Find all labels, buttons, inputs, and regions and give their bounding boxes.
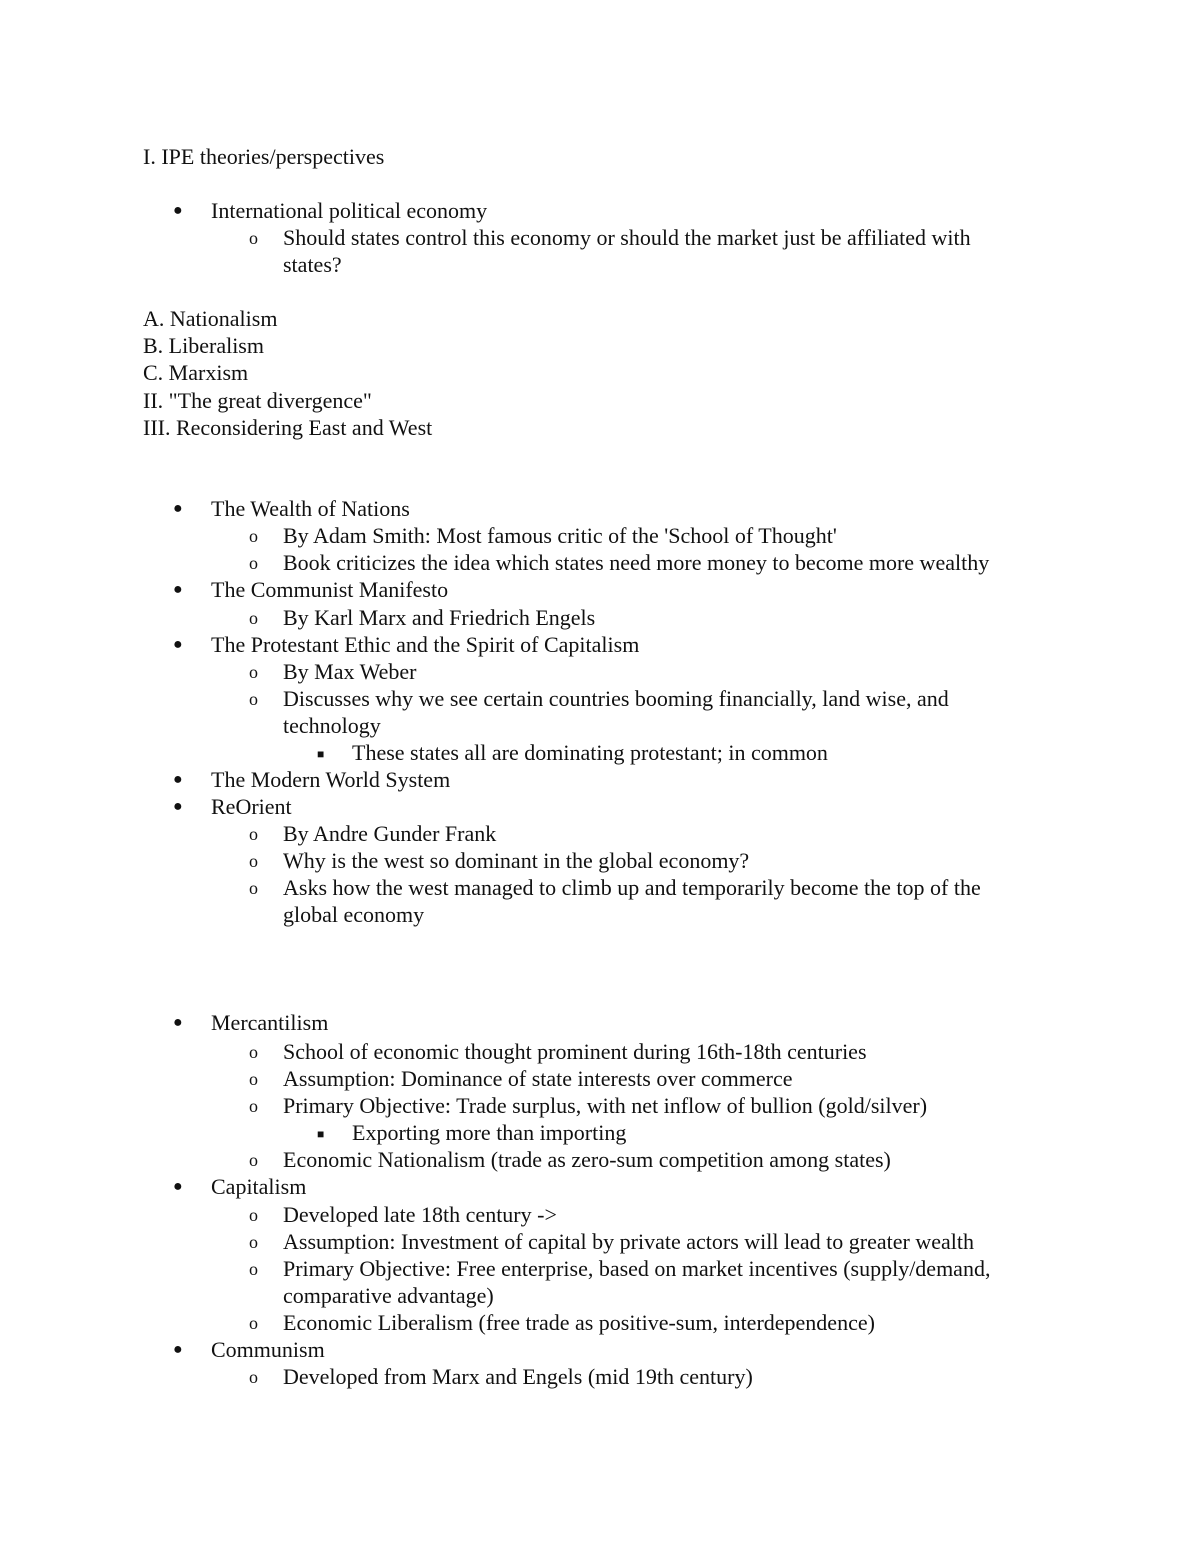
bullet-circle-icon: o bbox=[249, 1367, 258, 1387]
bullet-disc-icon: ● bbox=[173, 771, 183, 788]
list-item: Why is the west so dominant in the global economy? bbox=[283, 848, 750, 873]
outline-item-c: C. Marxism bbox=[143, 360, 249, 385]
list-item: Book criticizes the idea which states need more money to become more wealthy bbox=[283, 550, 990, 575]
list-item: Communism bbox=[211, 1337, 325, 1362]
bullet-circle-icon: o bbox=[249, 553, 258, 573]
list-item: Should states control this economy or should the market just be affiliated with bbox=[283, 225, 971, 250]
bullet-circle-icon: o bbox=[249, 851, 258, 871]
bullet-disc-icon: ● bbox=[173, 1341, 183, 1358]
heading-ipe-theories: I. IPE theories/perspectives bbox=[143, 144, 385, 169]
list-item: The Protestant Ethic and the Spirit of Capitalism bbox=[211, 632, 640, 657]
heading-reconsidering: III. Reconsidering East and West bbox=[143, 415, 433, 440]
list-item: Economic Liberalism (free trade as positive-sum, interdependence) bbox=[283, 1310, 875, 1335]
bullet-circle-icon: o bbox=[249, 526, 258, 546]
list-item: By Max Weber bbox=[283, 659, 417, 684]
list-item: Primary Objective: Trade surplus, with net inflow of bullion (gold/silver) bbox=[283, 1093, 928, 1118]
list-item-continuation: technology bbox=[283, 713, 381, 738]
list-item: By Adam Smith: Most famous critic of the 'School of Thought' bbox=[283, 523, 837, 548]
list-item: School of economic thought prominent during 16th-18th centuries bbox=[283, 1039, 867, 1064]
list-item: International political economy bbox=[211, 198, 488, 223]
bullet-disc-icon: ● bbox=[173, 202, 183, 219]
list-item: The Wealth of Nations bbox=[211, 496, 410, 521]
bullet-circle-icon: o bbox=[249, 1232, 258, 1252]
list-item: Primary Objective: Free enterprise, based on market incentives (supply/demand, bbox=[283, 1256, 991, 1281]
list-item: Developed late 18th century -> bbox=[283, 1202, 557, 1227]
bullet-circle-icon: o bbox=[249, 1150, 258, 1170]
outline-item-b: B. Liberalism bbox=[143, 333, 264, 358]
bullet-square-icon: ■ bbox=[317, 747, 325, 761]
bullet-circle-icon: o bbox=[249, 1096, 258, 1116]
bullet-circle-icon: o bbox=[249, 1259, 258, 1279]
list-item-continuation: comparative advantage) bbox=[283, 1283, 494, 1308]
bullet-square-icon: ■ bbox=[317, 1127, 325, 1141]
list-item: Economic Nationalism (trade as zero-sum competition among states) bbox=[283, 1147, 891, 1172]
bullet-disc-icon: ● bbox=[173, 798, 183, 815]
bullet-circle-icon: o bbox=[249, 1069, 258, 1089]
bullet-disc-icon: ● bbox=[173, 1178, 183, 1195]
list-item: These states all are dominating protestant; in common bbox=[352, 740, 828, 765]
bullet-disc-icon: ● bbox=[173, 636, 183, 653]
list-item: The Modern World System bbox=[211, 767, 451, 792]
list-item-continuation: states? bbox=[283, 252, 342, 277]
bullet-circle-icon: o bbox=[249, 662, 258, 682]
bullet-disc-icon: ● bbox=[173, 581, 183, 598]
list-item: Developed from Marx and Engels (mid 19th century) bbox=[283, 1364, 753, 1389]
bullet-circle-icon: o bbox=[249, 878, 258, 898]
list-item: Mercantilism bbox=[211, 1010, 329, 1035]
list-item: Capitalism bbox=[211, 1174, 307, 1199]
bullet-disc-icon: ● bbox=[173, 500, 183, 517]
bullet-circle-icon: o bbox=[249, 824, 258, 844]
heading-great-divergence: II. "The great divergence" bbox=[143, 388, 372, 413]
bullet-circle-icon: o bbox=[249, 1042, 258, 1062]
list-item: Exporting more than importing bbox=[352, 1120, 627, 1145]
list-item: By Karl Marx and Friedrich Engels bbox=[283, 605, 596, 630]
list-item: Discusses why we see certain countries booming financially, land wise, and bbox=[283, 686, 949, 711]
list-item: Asks how the west managed to climb up and temporarily become the top of the bbox=[283, 875, 981, 900]
list-item: Assumption: Investment of capital by private actors will lead to greater wealth bbox=[283, 1229, 974, 1254]
list-item: By Andre Gunder Frank bbox=[283, 821, 497, 846]
list-item: The Communist Manifesto bbox=[211, 577, 449, 602]
list-item: Assumption: Dominance of state interests over commerce bbox=[283, 1066, 793, 1091]
bullet-circle-icon: o bbox=[249, 1313, 258, 1333]
bullet-circle-icon: o bbox=[249, 228, 258, 248]
list-item: ReOrient bbox=[211, 794, 292, 819]
bullet-circle-icon: o bbox=[249, 608, 258, 628]
bullet-circle-icon: o bbox=[249, 689, 258, 709]
outline-item-a: A. Nationalism bbox=[143, 306, 278, 331]
bullet-disc-icon: ● bbox=[173, 1014, 183, 1031]
bullet-circle-icon: o bbox=[249, 1205, 258, 1225]
list-item-continuation: global economy bbox=[283, 902, 425, 927]
